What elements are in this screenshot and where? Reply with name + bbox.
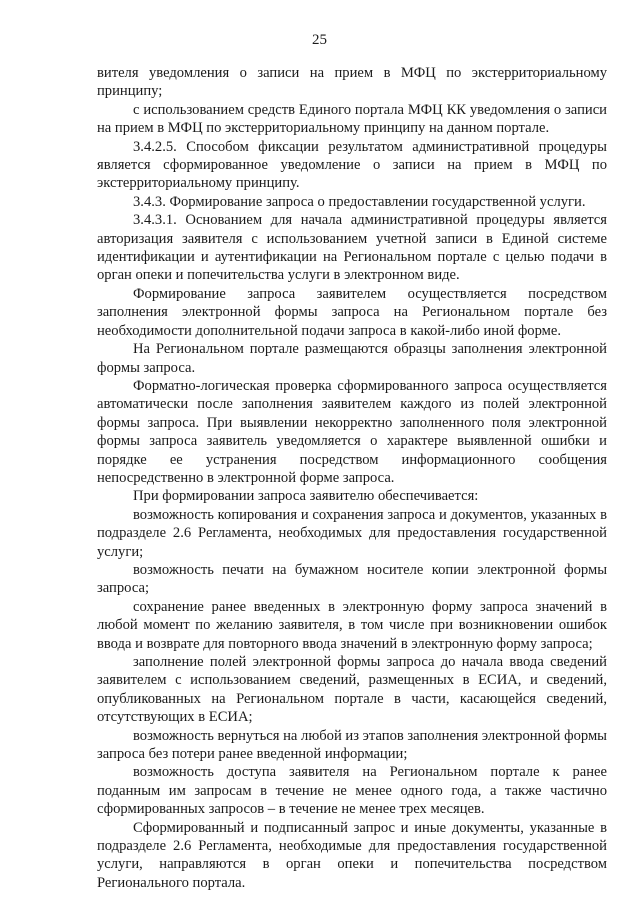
- paragraph: 3.4.3.1. Основанием для начала административной процедуры является авторизация заявителя с использованием учетной записи в Единой системе идентификации и аутентификации на Региональном портале с целью подачи в орган опеки и попечительства услуги в электронном виде.: [97, 212, 607, 284]
- paragraph: 3.4.2.5. Способом фиксации результатом административной процедуры является сформированное уведомление о записи на прием в МФЦ по экстерриториальному принципу.: [97, 138, 607, 192]
- paragraph: возможность вернуться на любой из этапов заполнения электронной формы запроса без потери ранее введенной информации;: [97, 727, 607, 763]
- paragraph: При формировании запроса заявителю обеспечивается:: [133, 488, 479, 505]
- paragraph: На Региональном портале размещаются образцы заполнения электронной формы запроса.: [97, 341, 607, 376]
- paragraph: 3.4.3. Формирование запроса о предоставлении государственной услуги.: [133, 193, 586, 210]
- paragraph: сохранение ранее введенных в электронную форму запроса значений в любой момент по желанию заявителя, в том числе при возникновении ошибок ввода и возврате для повторного ввода значений в электронную форму запроса;: [97, 598, 607, 652]
- paragraph: Форматно-логическая проверка сформированного запроса осуществляется автоматически после заполнения заявителем каждого из полей электронной формы запроса. При выявлении некорректно заполненного поля электронной формы запроса заявитель уведомляется о характере выявленной ошибки и порядке ее устранения посредством информационного сообщения непосредственно в электронной форме запроса.: [97, 377, 607, 486]
- paragraph: Формирование запроса заявителем осуществляется посредством заполнения электронной формы запроса на Региональном портале без необходимости дополнительной подачи запроса в какой-либо иной форме.: [97, 285, 607, 339]
- paragraph: вителя уведомления о записи на прием в МФЦ по экстерриториальному принципу;: [97, 65, 607, 100]
- paragraph: возможность доступа заявителя на Региональном портале к ранее поданным им запросам в течение не менее одного года, а также частично сформированных запросов – в течение не менее трех месяцев.: [97, 764, 607, 818]
- paragraph: заполнение полей электронной формы запроса до начала ввода сведений заявителем с использованием сведений, размещенных в ЕСИА, и сведений, опубликованных на Региональном портале в части, касающейся сведений, отсутствующих в ЕСИА;: [97, 654, 607, 726]
- body-text: [97, 64, 607, 892]
- paragraph: возможность копирования и сохранения запроса и документов, указанных в подразделе 2.6 Регламента, необходимых для предоставления государственной услуги;: [97, 506, 607, 560]
- page-number: 25: [312, 32, 327, 48]
- paragraph: с использованием средств Единого портала МФЦ КК уведомления о записи на прием в МФЦ по экстерриториальному принципу на данном портале.: [97, 101, 607, 137]
- paragraph: возможность печати на бумажном носителе копии электронной формы запроса;: [97, 561, 607, 597]
- paragraph: Сформированный и подписанный запрос и иные документы, указанные в подразделе 2.6 Регламента, необходимые для предоставления государственной услуги, направляются в орган опеки и попечительства посредством Регионального портала.: [97, 819, 607, 891]
